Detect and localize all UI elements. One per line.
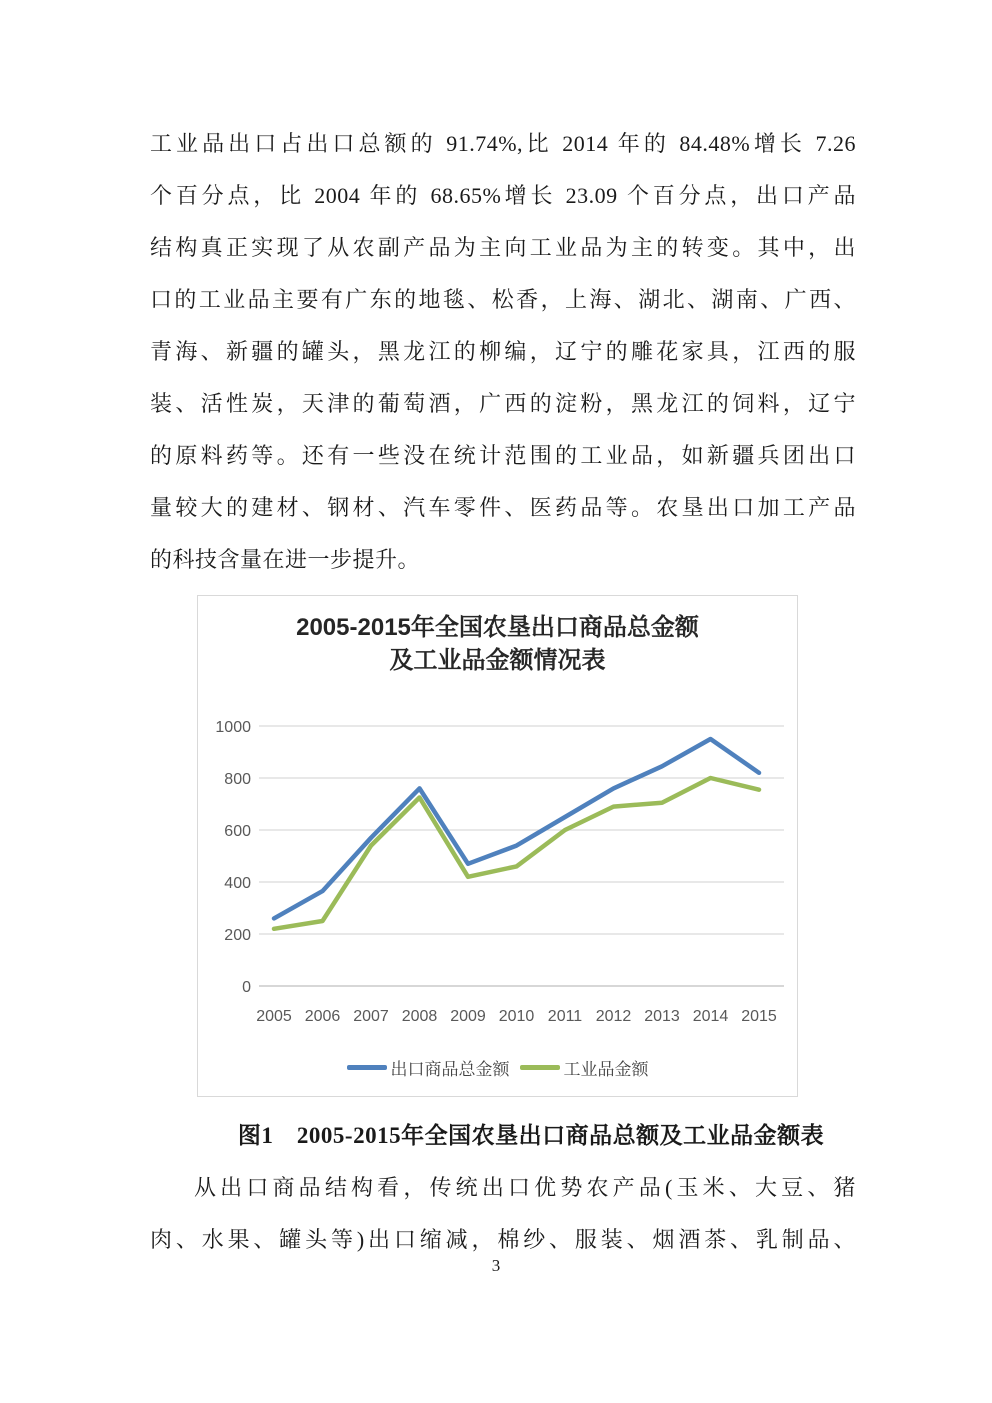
x-axis-tick-label: 2014	[692, 1008, 729, 1025]
y-axis-tick-label: 600	[224, 823, 251, 840]
x-axis-tick-label: 2007	[353, 1008, 389, 1025]
x-axis-tick-label: 2012	[595, 1008, 632, 1025]
body-text-line: 青海、新疆的罐头，黑龙江的柳编，辽宁的雕花家具，江西的服	[150, 339, 856, 364]
line-chart-plot	[198, 596, 799, 1096]
legend-swatch-green-line	[520, 1065, 560, 1070]
x-axis-tick-label: 2009	[450, 1008, 486, 1025]
chart-title-line-2: 及工业品金额情况表	[389, 647, 606, 674]
body-text-line: 的原料药等。还有一些没在统计范围的工业品，如新疆兵团出口	[150, 443, 856, 468]
legend-item-total	[347, 1055, 510, 1080]
body-text-line: 装、活性炭，天津的葡萄酒，广西的淀粉，黑龙江的饲料，辽宁	[150, 391, 856, 416]
series-line-1	[274, 778, 759, 929]
x-axis-tick-label: 2005	[256, 1008, 292, 1025]
x-axis-tick-label: 2006	[304, 1008, 341, 1025]
legend-label: 出口商品总金额	[390, 1060, 510, 1079]
x-axis-tick-label: 2008	[401, 1008, 438, 1025]
y-axis-tick-label: 200	[224, 927, 251, 944]
body-text-line: 量较大的建材、钢材、汽车零件、医药品等。农垦出口加工产品	[150, 495, 856, 520]
body-text-line: 口的工业品主要有广东的地毯、松香，上海、湖北、湖南、广西、	[150, 287, 856, 312]
legend-label: 工业品金额	[563, 1060, 649, 1079]
body-text-line: 肉、水果、罐头等)出口缩减，棉纱、服装、烟酒茶、乳制品、	[150, 1227, 856, 1252]
x-axis-tick-label: 2015	[741, 1008, 777, 1025]
body-text-line: 从出口商品结构看，传统出口优势农产品(玉米、大豆、猪	[194, 1175, 856, 1200]
body-text-line: 个百分点，比 2004 年的 68.65%增长 23.09 个百分点，出口产品	[150, 183, 856, 208]
legend-swatch-blue-line	[347, 1065, 387, 1070]
series-line-0	[274, 739, 759, 918]
x-axis-tick-label: 2010	[498, 1008, 535, 1025]
y-axis-tick-label: 0	[242, 979, 251, 996]
x-axis-tick-label: 2013	[644, 1008, 680, 1025]
paragraph-2	[150, 1162, 856, 1266]
chart-title-line-1: 2005-2015年全国农垦出口商品总金额	[296, 614, 699, 641]
body-text-line: 工业品出口占出口总额的 91.74%,比 2014 年的 84.48%增长 7.26	[150, 131, 856, 156]
legend-item-industrial	[520, 1055, 649, 1080]
y-axis-tick-label: 400	[224, 875, 251, 892]
chart-legend	[198, 1055, 797, 1080]
body-text-line: 的科技含量在进一步提升。	[150, 547, 421, 572]
paragraph-1	[150, 118, 856, 586]
x-axis-tick-label: 2011	[547, 1008, 583, 1025]
body-text-line: 结构真正实现了从农副产品为主向工业品为主的转变。其中，出	[150, 235, 856, 260]
figure1-caption: 图1 2005-2015年全国农垦出口商品总额及工业品金额表	[237, 1123, 825, 1148]
page-number: 3	[491, 1256, 501, 1275]
y-axis-tick-label: 1000	[215, 719, 251, 736]
figure1-chart	[197, 595, 798, 1097]
y-axis-tick-label: 800	[224, 771, 251, 788]
